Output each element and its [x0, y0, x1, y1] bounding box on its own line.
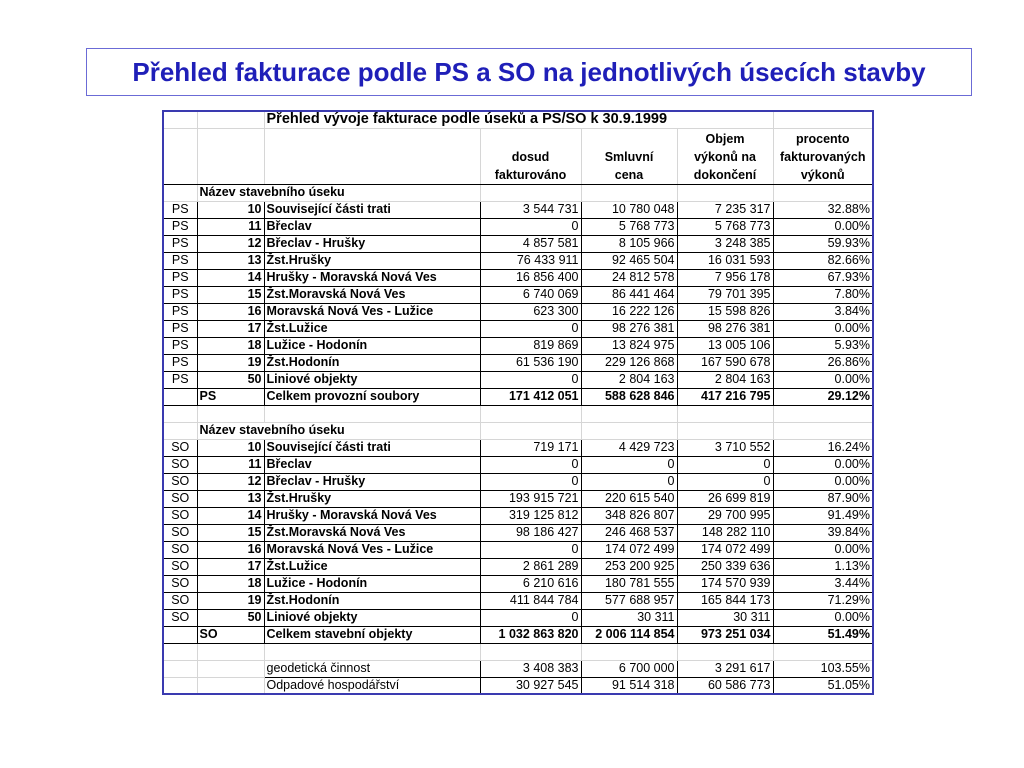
row-dosud: 16 856 400 — [480, 269, 581, 286]
row-procento: 39.84% — [773, 524, 873, 541]
row-procento: 91.49% — [773, 507, 873, 524]
header-dosud: dosud fakturováno — [480, 128, 581, 184]
row-dosud: 76 433 911 — [480, 252, 581, 269]
table-row — [163, 575, 873, 592]
table-row — [163, 524, 873, 541]
row-number: 14 — [197, 269, 264, 286]
row-procento: 7.80% — [773, 286, 873, 303]
row-code: SO — [163, 575, 197, 592]
row-procento: 59.93% — [773, 235, 873, 252]
page-title: Přehled fakturace podle PS a SO na jednotlivých úsecích stavby — [132, 56, 926, 87]
row-procento: 0.00% — [773, 609, 873, 626]
row-objem: 13 005 106 — [677, 337, 773, 354]
row-objem: 167 590 678 — [677, 354, 773, 371]
row-dosud: 623 300 — [480, 303, 581, 320]
table-row — [163, 490, 873, 507]
extra-procento: 51.05% — [773, 677, 873, 694]
row-name: Související části trati — [264, 201, 480, 218]
row-smluvni: 348 826 807 — [581, 507, 677, 524]
row-smluvni: 16 222 126 — [581, 303, 677, 320]
row-procento: 0.00% — [773, 320, 873, 337]
row-name: Břeclav — [264, 218, 480, 235]
row-dosud: 3 544 731 — [480, 201, 581, 218]
row-code: SO — [163, 592, 197, 609]
row-code: PS — [163, 269, 197, 286]
row-code: SO — [163, 558, 197, 575]
row-objem: 98 276 381 — [677, 320, 773, 337]
row-smluvni: 180 781 555 — [581, 575, 677, 592]
extra-smluvni: 91 514 318 — [581, 677, 677, 694]
row-name: Hrušky - Moravská Nová Ves — [264, 269, 480, 286]
row-objem: 250 339 636 — [677, 558, 773, 575]
row-smluvni: 5 768 773 — [581, 218, 677, 235]
row-objem: 26 699 819 — [677, 490, 773, 507]
row-name: Lužice - Hodonín — [264, 337, 480, 354]
row-smluvni: 0 — [581, 456, 677, 473]
row-smluvni: 174 072 499 — [581, 541, 677, 558]
row-dosud: 6 210 616 — [480, 575, 581, 592]
total-dosud: 1 032 863 820 — [480, 626, 581, 643]
row-smluvni: 229 126 868 — [581, 354, 677, 371]
table-row — [163, 541, 873, 558]
row-procento: 71.29% — [773, 592, 873, 609]
header-objem: Objem výkonů na dokončení — [677, 128, 773, 184]
row-smluvni: 220 615 540 — [581, 490, 677, 507]
table-row — [163, 320, 873, 337]
table-row — [163, 252, 873, 269]
row-objem: 148 282 110 — [677, 524, 773, 541]
row-objem: 5 768 773 — [677, 218, 773, 235]
row-dosud: 6 740 069 — [480, 286, 581, 303]
row-objem: 7 235 317 — [677, 201, 773, 218]
row-dosud: 0 — [480, 218, 581, 235]
row-number: 15 — [197, 286, 264, 303]
table-row — [163, 456, 873, 473]
table-row — [163, 303, 873, 320]
row-dosud: 719 171 — [480, 439, 581, 456]
table-row — [163, 371, 873, 388]
row-number: 10 — [197, 439, 264, 456]
row-procento: 0.00% — [773, 456, 873, 473]
section-label-row — [163, 422, 873, 439]
table-row — [163, 507, 873, 524]
row-number: 14 — [197, 507, 264, 524]
row-name: Břeclav - Hrušky — [264, 473, 480, 490]
row-name: Moravská Nová Ves - Lužice — [264, 303, 480, 320]
row-procento: 82.66% — [773, 252, 873, 269]
row-smluvni: 246 468 537 — [581, 524, 677, 541]
column-header-row — [163, 128, 873, 184]
row-dosud: 319 125 812 — [480, 507, 581, 524]
row-procento: 3.84% — [773, 303, 873, 320]
total-objem: 973 251 034 — [677, 626, 773, 643]
total-dosud: 171 412 051 — [480, 388, 581, 405]
row-smluvni: 13 824 975 — [581, 337, 677, 354]
row-name: Břeclav - Hrušky — [264, 235, 480, 252]
row-smluvni: 4 429 723 — [581, 439, 677, 456]
total-procento: 51.49% — [773, 626, 873, 643]
row-number: 17 — [197, 320, 264, 337]
row-number: 16 — [197, 541, 264, 558]
row-smluvni: 8 105 966 — [581, 235, 677, 252]
row-number: 19 — [197, 354, 264, 371]
row-name: Břeclav — [264, 456, 480, 473]
row-dosud: 98 186 427 — [480, 524, 581, 541]
row-procento: 0.00% — [773, 473, 873, 490]
extra-dosud: 3 408 383 — [480, 660, 581, 677]
row-number: 10 — [197, 201, 264, 218]
row-code: PS — [163, 303, 197, 320]
row-number: 18 — [197, 575, 264, 592]
total-row — [163, 626, 873, 643]
row-smluvni: 577 688 957 — [581, 592, 677, 609]
table-row — [163, 439, 873, 456]
row-code: SO — [163, 541, 197, 558]
row-code: PS — [163, 371, 197, 388]
total-smluvni: 2 006 114 854 — [581, 626, 677, 643]
row-number: 18 — [197, 337, 264, 354]
table-row — [163, 218, 873, 235]
extra-dosud: 30 927 545 — [480, 677, 581, 694]
row-name: Lužice - Hodonín — [264, 575, 480, 592]
row-smluvni: 92 465 504 — [581, 252, 677, 269]
row-procento: 26.86% — [773, 354, 873, 371]
table-row — [163, 235, 873, 252]
row-name: Žst.Lužice — [264, 320, 480, 337]
row-name: Žst.Moravská Nová Ves — [264, 524, 480, 541]
row-procento: 67.93% — [773, 269, 873, 286]
row-objem: 29 700 995 — [677, 507, 773, 524]
extra-row — [163, 660, 873, 677]
row-procento: 1.13% — [773, 558, 873, 575]
row-objem: 174 072 499 — [677, 541, 773, 558]
table-row — [163, 558, 873, 575]
row-name: Související části trati — [264, 439, 480, 456]
row-procento: 3.44% — [773, 575, 873, 592]
row-dosud: 0 — [480, 320, 581, 337]
extra-row — [163, 677, 873, 694]
extra-smluvni: 6 700 000 — [581, 660, 677, 677]
row-procento: 5.93% — [773, 337, 873, 354]
row-procento: 16.24% — [773, 439, 873, 456]
row-smluvni: 30 311 — [581, 609, 677, 626]
row-name: Moravská Nová Ves - Lužice — [264, 541, 480, 558]
row-objem: 16 031 593 — [677, 252, 773, 269]
row-smluvni: 253 200 925 — [581, 558, 677, 575]
row-dosud: 4 857 581 — [480, 235, 581, 252]
row-code: SO — [163, 490, 197, 507]
total-code: PS — [197, 388, 264, 405]
extra-objem: 3 291 617 — [677, 660, 773, 677]
row-objem: 0 — [677, 473, 773, 490]
row-code: SO — [163, 473, 197, 490]
row-dosud: 0 — [480, 609, 581, 626]
row-name: Žst.Hodonín — [264, 354, 480, 371]
section-label: Název stavebního úseku — [197, 422, 480, 439]
row-dosud: 0 — [480, 371, 581, 388]
header-procento: procento fakturovaných výkonů — [773, 128, 873, 184]
page-title-box — [86, 48, 972, 96]
row-code: SO — [163, 439, 197, 456]
row-objem: 30 311 — [677, 609, 773, 626]
row-dosud: 411 844 784 — [480, 592, 581, 609]
row-dosud: 193 915 721 — [480, 490, 581, 507]
total-name: Celkem stavební objekty — [264, 626, 480, 643]
table-row — [163, 201, 873, 218]
row-dosud: 61 536 190 — [480, 354, 581, 371]
row-code: PS — [163, 286, 197, 303]
row-objem: 165 844 173 — [677, 592, 773, 609]
row-number: 13 — [197, 490, 264, 507]
row-code: SO — [163, 524, 197, 541]
row-code: PS — [163, 252, 197, 269]
row-procento: 0.00% — [773, 371, 873, 388]
header-smluvni: Smluvní cena — [581, 128, 677, 184]
row-smluvni: 10 780 048 — [581, 201, 677, 218]
section-label: Název stavebního úseku — [197, 184, 480, 201]
row-smluvni: 98 276 381 — [581, 320, 677, 337]
sheet-title: Přehled vývoje fakturace podle úseků a PS/SO k 30.9.1999 — [264, 111, 773, 128]
row-code: SO — [163, 609, 197, 626]
row-name: Žst.Hrušky — [264, 490, 480, 507]
table-row — [163, 609, 873, 626]
section-label-row — [163, 184, 873, 201]
extra-name: Odpadové hospodářství — [264, 677, 480, 694]
extra-objem: 60 586 773 — [677, 677, 773, 694]
table-row — [163, 354, 873, 371]
table-row — [163, 286, 873, 303]
row-code: SO — [163, 507, 197, 524]
row-dosud: 0 — [480, 473, 581, 490]
table-row — [163, 592, 873, 609]
row-procento: 0.00% — [773, 218, 873, 235]
row-name: Žst.Lužice — [264, 558, 480, 575]
blank-row — [163, 405, 873, 422]
row-number: 11 — [197, 456, 264, 473]
row-objem: 3 248 385 — [677, 235, 773, 252]
row-code: PS — [163, 337, 197, 354]
row-smluvni: 2 804 163 — [581, 371, 677, 388]
row-procento: 87.90% — [773, 490, 873, 507]
row-dosud: 819 869 — [480, 337, 581, 354]
row-number: 11 — [197, 218, 264, 235]
total-code: SO — [197, 626, 264, 643]
row-code: PS — [163, 201, 197, 218]
total-procento: 29.12% — [773, 388, 873, 405]
row-procento: 0.00% — [773, 541, 873, 558]
total-objem: 417 216 795 — [677, 388, 773, 405]
row-code: PS — [163, 235, 197, 252]
row-objem: 7 956 178 — [677, 269, 773, 286]
row-number: 13 — [197, 252, 264, 269]
row-dosud: 0 — [480, 456, 581, 473]
row-name: Žst.Hrušky — [264, 252, 480, 269]
row-number: 15 — [197, 524, 264, 541]
row-name: Hrušky - Moravská Nová Ves — [264, 507, 480, 524]
row-objem: 0 — [677, 456, 773, 473]
row-number: 50 — [197, 371, 264, 388]
row-name: Žst.Hodonín — [264, 592, 480, 609]
row-name: Liniové objekty — [264, 371, 480, 388]
row-smluvni: 86 441 464 — [581, 286, 677, 303]
total-row — [163, 388, 873, 405]
total-name: Celkem provozní soubory — [264, 388, 480, 405]
row-code: PS — [163, 354, 197, 371]
row-number: 12 — [197, 235, 264, 252]
table-row — [163, 473, 873, 490]
row-objem: 2 804 163 — [677, 371, 773, 388]
row-number: 19 — [197, 592, 264, 609]
row-smluvni: 0 — [581, 473, 677, 490]
row-objem: 174 570 939 — [677, 575, 773, 592]
row-name: Žst.Moravská Nová Ves — [264, 286, 480, 303]
row-code: SO — [163, 456, 197, 473]
row-number: 17 — [197, 558, 264, 575]
row-code: PS — [163, 218, 197, 235]
blank-row — [163, 643, 873, 660]
row-number: 50 — [197, 609, 264, 626]
table-row — [163, 337, 873, 354]
row-number: 16 — [197, 303, 264, 320]
row-procento: 32.88% — [773, 201, 873, 218]
sheet-title-row — [163, 111, 873, 128]
row-name: Liniové objekty — [264, 609, 480, 626]
invoicing-table — [162, 110, 874, 695]
row-objem: 79 701 395 — [677, 286, 773, 303]
row-number: 12 — [197, 473, 264, 490]
row-dosud: 2 861 289 — [480, 558, 581, 575]
row-objem: 15 598 826 — [677, 303, 773, 320]
row-dosud: 0 — [480, 541, 581, 558]
row-objem: 3 710 552 — [677, 439, 773, 456]
extra-procento: 103.55% — [773, 660, 873, 677]
extra-name: geodetická činnost — [264, 660, 480, 677]
table-row — [163, 269, 873, 286]
total-smluvni: 588 628 846 — [581, 388, 677, 405]
row-smluvni: 24 812 578 — [581, 269, 677, 286]
row-code: PS — [163, 320, 197, 337]
